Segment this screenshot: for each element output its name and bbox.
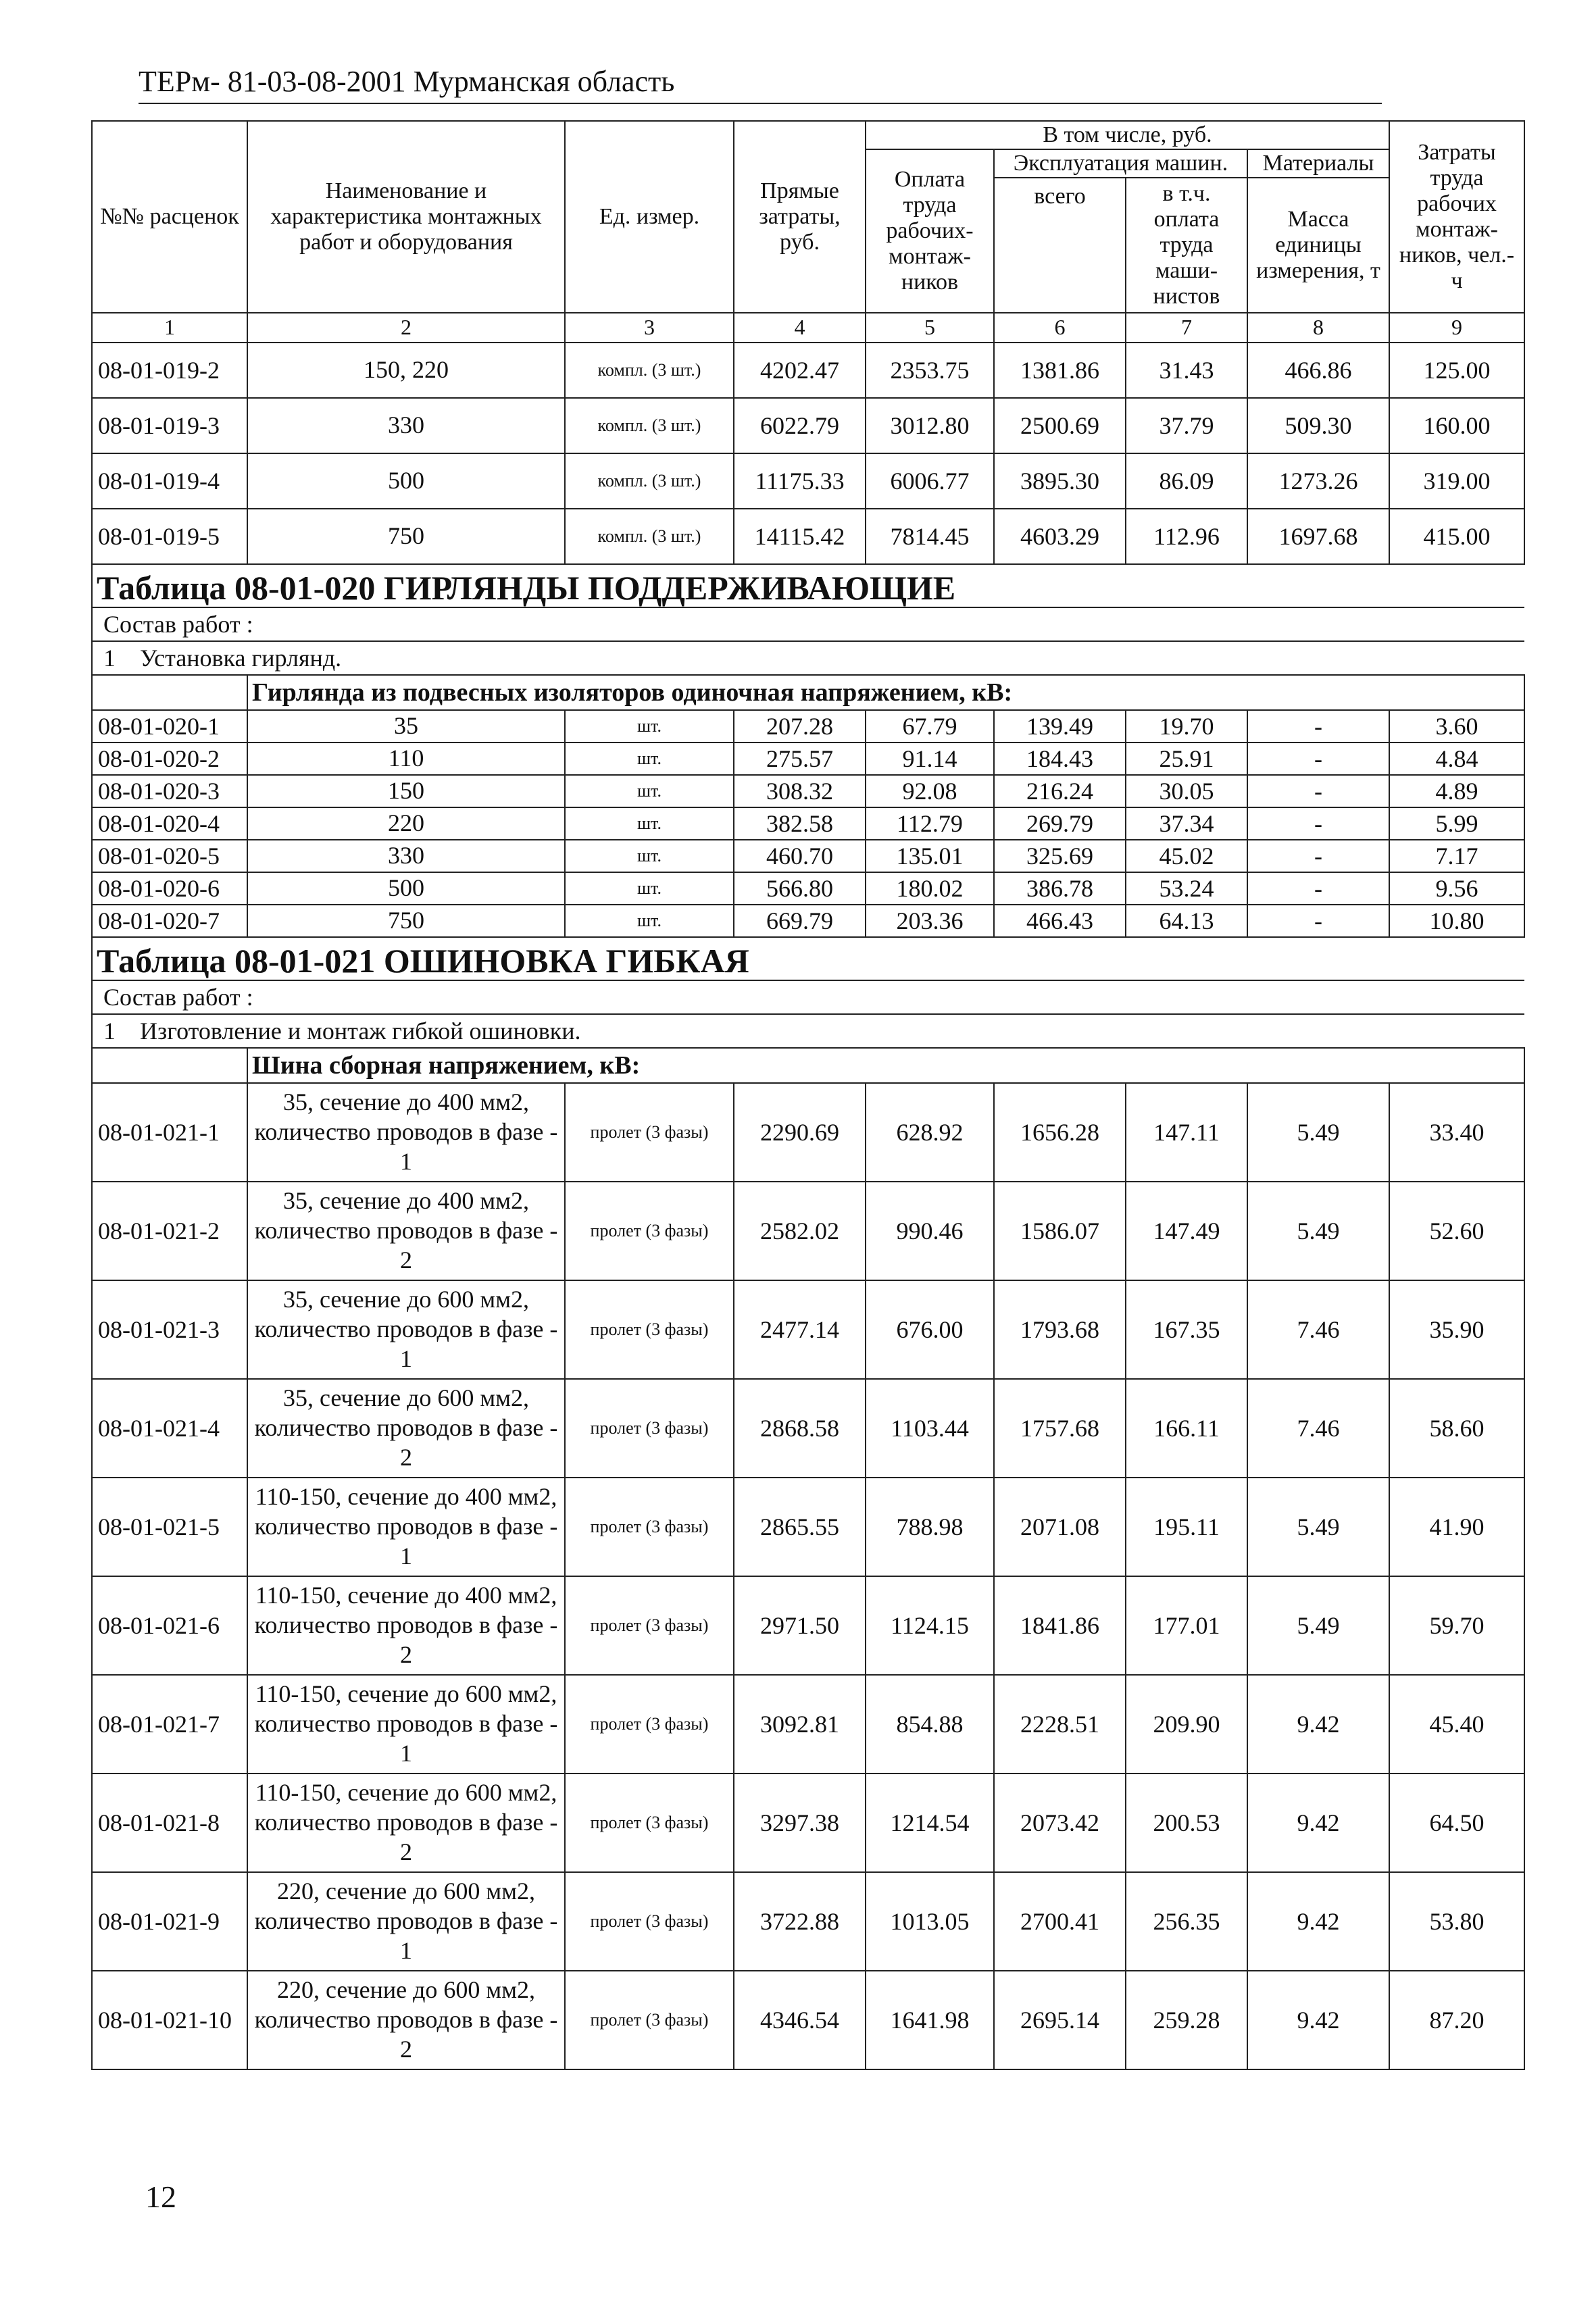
labor-pay: 180.02 <box>866 872 994 905</box>
rate-code: 08-01-019-5 <box>92 509 247 564</box>
work-name: 220 <box>247 807 565 840</box>
direct-cost: 3297.38 <box>734 1774 866 1872</box>
labor-hours: 33.40 <box>1389 1083 1524 1182</box>
machinist-pay: 167.35 <box>1126 1280 1247 1379</box>
rate-code: 08-01-021-7 <box>92 1675 247 1774</box>
machinist-pay: 19.70 <box>1126 710 1247 743</box>
table-020-work-item <box>92 641 1524 675</box>
labor-hours: 35.90 <box>1389 1280 1524 1379</box>
direct-cost: 2477.14 <box>734 1280 866 1379</box>
column-number: 7 <box>1126 313 1247 343</box>
labor-hours: 5.99 <box>1389 807 1524 840</box>
table-row <box>92 872 1524 905</box>
labor-pay: 628.92 <box>866 1083 994 1182</box>
table-020-title: Таблица 08-01-020 ГИРЛЯНДЫ ПОДДЕРЖИВАЮЩИЕ <box>92 564 1524 607</box>
work-number: 1 <box>103 644 116 672</box>
table-row <box>92 1379 1524 1478</box>
unit-mass: 9.42 <box>1247 1971 1389 2069</box>
table-020-rows <box>92 710 1524 937</box>
col-machinist-pay-header: в т.ч. оплата труда маши-нистов <box>1126 178 1247 313</box>
labor-hours: 58.60 <box>1389 1379 1524 1478</box>
table-row <box>92 840 1524 872</box>
work-name: 35, сечение до 600 мм2, количество проводов в фазе - 1 <box>247 1280 565 1379</box>
machine-cost: 1381.86 <box>994 343 1126 398</box>
table-row <box>92 509 1524 564</box>
unit-of-measure: шт. <box>565 775 734 807</box>
work-name: 110 <box>247 743 565 775</box>
rate-code: 08-01-021-8 <box>92 1774 247 1872</box>
machine-cost: 466.43 <box>994 905 1126 937</box>
labor-pay: 7814.45 <box>866 509 994 564</box>
col-machines-group-header: Эксплуатация машин. <box>994 149 1247 178</box>
labor-hours: 45.40 <box>1389 1675 1524 1774</box>
unit-mass: - <box>1247 710 1389 743</box>
machine-cost: 2695.14 <box>994 1971 1126 2069</box>
table-row <box>92 1083 1524 1182</box>
labor-pay: 6006.77 <box>866 453 994 509</box>
unit-mass: - <box>1247 775 1389 807</box>
direct-cost: 3092.81 <box>734 1675 866 1774</box>
col-code-header: №№ расценок <box>92 121 247 313</box>
rate-code: 08-01-021-1 <box>92 1083 247 1182</box>
table-020-composition-label: Состав работ : <box>92 607 1524 641</box>
unit-of-measure: пролет (3 фазы) <box>565 1379 734 1478</box>
machinist-pay: 166.11 <box>1126 1379 1247 1478</box>
col-labor-hours-header: Затраты труда рабочих монтаж-ников, чел.-ч <box>1389 121 1524 313</box>
work-text: Установка гирлянд. <box>140 644 342 672</box>
work-name: 500 <box>247 453 565 509</box>
column-number: 8 <box>1247 313 1389 343</box>
unit-mass: 9.42 <box>1247 1675 1389 1774</box>
rate-code: 08-01-021-9 <box>92 1872 247 1971</box>
rate-code: 08-01-019-2 <box>92 343 247 398</box>
labor-hours: 10.80 <box>1389 905 1524 937</box>
col-machines-total-header: всего <box>994 178 1126 313</box>
machine-cost: 216.24 <box>994 775 1126 807</box>
direct-cost: 4202.47 <box>734 343 866 398</box>
machine-cost: 1793.68 <box>994 1280 1126 1379</box>
direct-cost: 2865.55 <box>734 1478 866 1576</box>
labor-hours: 7.17 <box>1389 840 1524 872</box>
rate-code: 08-01-020-6 <box>92 872 247 905</box>
work-name: 500 <box>247 872 565 905</box>
unit-mass: 5.49 <box>1247 1478 1389 1576</box>
direct-cost: 3722.88 <box>734 1872 866 1971</box>
work-name: 35, сечение до 400 мм2, количество проводов в фазе - 1 <box>247 1083 565 1182</box>
machinist-pay: 31.43 <box>1126 343 1247 398</box>
machine-cost: 1841.86 <box>994 1576 1126 1675</box>
work-name: 110-150, сечение до 600 мм2, количество проводов в фазе - 2 <box>247 1774 565 1872</box>
labor-hours: 52.60 <box>1389 1182 1524 1280</box>
page-header: ТЕРм- 81-03-08-2001 Мурманская область <box>139 64 1382 104</box>
rate-code: 08-01-019-4 <box>92 453 247 509</box>
unit-mass: 9.42 <box>1247 1774 1389 1872</box>
table-row <box>92 1872 1524 1971</box>
unit-of-measure: пролет (3 фазы) <box>565 1576 734 1675</box>
unit-of-measure: компл. (3 шт.) <box>565 343 734 398</box>
column-number: 3 <box>565 313 734 343</box>
unit-of-measure: шт. <box>565 905 734 937</box>
direct-cost: 14115.42 <box>734 509 866 564</box>
labor-pay: 2353.75 <box>866 343 994 398</box>
direct-cost: 11175.33 <box>734 453 866 509</box>
table-021-title: Таблица 08-01-021 ОШИНОВКА ГИБКАЯ <box>92 937 1524 980</box>
rate-code: 08-01-020-3 <box>92 775 247 807</box>
unit-of-measure: пролет (3 фазы) <box>565 1675 734 1774</box>
machine-cost: 3895.30 <box>994 453 1126 509</box>
machine-cost: 2228.51 <box>994 1675 1126 1774</box>
unit-of-measure: пролет (3 фазы) <box>565 1774 734 1872</box>
unit-mass: 466.86 <box>1247 343 1389 398</box>
machinist-pay: 112.96 <box>1126 509 1247 564</box>
work-text: Изготовление и монтаж гибкой ошиновки. <box>140 1017 581 1045</box>
labor-hours: 4.89 <box>1389 775 1524 807</box>
table-021-rows <box>92 1083 1524 2069</box>
work-name: 110-150, сечение до 400 мм2, количество проводов в фазе - 2 <box>247 1576 565 1675</box>
col-labor-pay-header: Оплата труда рабочих-монтаж-ников <box>866 149 994 313</box>
work-name: 220, сечение до 600 мм2, количество проводов в фазе - 1 <box>247 1872 565 1971</box>
work-number: 1 <box>103 1017 116 1045</box>
work-name: 750 <box>247 509 565 564</box>
machinist-pay: 200.53 <box>1126 1774 1247 1872</box>
table-row <box>92 1971 1524 2069</box>
rate-code: 08-01-020-2 <box>92 743 247 775</box>
machine-cost: 2071.08 <box>994 1478 1126 1576</box>
table-row <box>92 905 1524 937</box>
labor-pay: 1013.05 <box>866 1872 994 1971</box>
machine-cost: 184.43 <box>994 743 1126 775</box>
unit-of-measure: шт. <box>565 872 734 905</box>
labor-pay: 1103.44 <box>866 1379 994 1478</box>
labor-pay: 135.01 <box>866 840 994 872</box>
labor-pay: 1124.15 <box>866 1576 994 1675</box>
labor-pay: 67.79 <box>866 710 994 743</box>
unit-of-measure: пролет (3 фазы) <box>565 1872 734 1971</box>
unit-of-measure: компл. (3 шт.) <box>565 509 734 564</box>
machinist-pay: 209.90 <box>1126 1675 1247 1774</box>
column-number: 9 <box>1389 313 1524 343</box>
table-021-section <box>92 937 1524 1083</box>
column-number: 6 <box>994 313 1126 343</box>
rate-code: 08-01-021-5 <box>92 1478 247 1576</box>
table-row <box>92 1478 1524 1576</box>
direct-cost: 275.57 <box>734 743 866 775</box>
labor-pay: 91.14 <box>866 743 994 775</box>
work-name: 750 <box>247 905 565 937</box>
machine-cost: 1656.28 <box>994 1083 1126 1182</box>
unit-mass: 5.49 <box>1247 1083 1389 1182</box>
rate-code: 08-01-021-3 <box>92 1280 247 1379</box>
top-rows <box>92 343 1524 564</box>
work-name: 35, сечение до 400 мм2, количество проводов в фазе - 2 <box>247 1182 565 1280</box>
direct-cost: 4346.54 <box>734 1971 866 2069</box>
machine-cost: 325.69 <box>994 840 1126 872</box>
table-row <box>92 398 1524 453</box>
labor-pay: 990.46 <box>866 1182 994 1280</box>
table-021-composition-label: Состав работ : <box>92 980 1524 1014</box>
unit-mass: 1697.68 <box>1247 509 1389 564</box>
unit-of-measure: пролет (3 фазы) <box>565 1280 734 1379</box>
table-row <box>92 1576 1524 1675</box>
unit-of-measure: пролет (3 фазы) <box>565 1478 734 1576</box>
col-direct-header: Прямые затраты, руб. <box>734 121 866 313</box>
unit-of-measure: шт. <box>565 743 734 775</box>
unit-mass: 7.46 <box>1247 1379 1389 1478</box>
column-numbers-row <box>92 313 1524 343</box>
machine-cost: 1757.68 <box>994 1379 1126 1478</box>
table-row <box>92 807 1524 840</box>
labor-hours: 41.90 <box>1389 1478 1524 1576</box>
table-021-group-title: Шина сборная напряжением, кВ: <box>247 1048 1524 1083</box>
unit-mass: - <box>1247 872 1389 905</box>
labor-pay: 1641.98 <box>866 1971 994 2069</box>
direct-cost: 669.79 <box>734 905 866 937</box>
work-name: 110-150, сечение до 400 мм2, количество проводов в фазе - 1 <box>247 1478 565 1576</box>
machinist-pay: 256.35 <box>1126 1872 1247 1971</box>
rate-code: 08-01-021-4 <box>92 1379 247 1478</box>
rate-code: 08-01-020-1 <box>92 710 247 743</box>
machinist-pay: 259.28 <box>1126 1971 1247 2069</box>
unit-of-measure: шт. <box>565 840 734 872</box>
rates-sheet <box>91 120 1524 2070</box>
machinist-pay: 37.34 <box>1126 807 1247 840</box>
labor-pay: 92.08 <box>866 775 994 807</box>
direct-cost: 207.28 <box>734 710 866 743</box>
unit-of-measure: пролет (3 фазы) <box>565 1083 734 1182</box>
rate-code: 08-01-020-4 <box>92 807 247 840</box>
labor-hours: 415.00 <box>1389 509 1524 564</box>
labor-pay: 3012.80 <box>866 398 994 453</box>
unit-mass: 509.30 <box>1247 398 1389 453</box>
machine-cost: 2073.42 <box>994 1774 1126 1872</box>
direct-cost: 2868.58 <box>734 1379 866 1478</box>
labor-pay: 112.79 <box>866 807 994 840</box>
column-number: 1 <box>92 313 247 343</box>
labor-hours: 3.60 <box>1389 710 1524 743</box>
unit-mass: 9.42 <box>1247 1872 1389 1971</box>
unit-of-measure: шт. <box>565 807 734 840</box>
unit-of-measure: пролет (3 фазы) <box>565 1182 734 1280</box>
machinist-pay: 64.13 <box>1126 905 1247 937</box>
table-row <box>92 743 1524 775</box>
table-row <box>92 1280 1524 1379</box>
table-row <box>92 775 1524 807</box>
labor-hours: 64.50 <box>1389 1774 1524 1872</box>
table-row <box>92 710 1524 743</box>
work-name: 220, сечение до 600 мм2, количество проводов в фазе - 2 <box>247 1971 565 2069</box>
rate-code: 08-01-021-2 <box>92 1182 247 1280</box>
rate-code: 08-01-020-7 <box>92 905 247 937</box>
table-row <box>92 1675 1524 1774</box>
unit-mass: 7.46 <box>1247 1280 1389 1379</box>
work-name: 150 <box>247 775 565 807</box>
column-number: 2 <box>247 313 565 343</box>
col-including-header: В том числе, руб. <box>866 121 1389 149</box>
unit-mass: - <box>1247 905 1389 937</box>
machine-cost: 4603.29 <box>994 509 1126 564</box>
work-name: 330 <box>247 398 565 453</box>
machine-cost: 386.78 <box>994 872 1126 905</box>
labor-hours: 160.00 <box>1389 398 1524 453</box>
machinist-pay: 86.09 <box>1126 453 1247 509</box>
unit-of-measure: компл. (3 шт.) <box>565 453 734 509</box>
unit-mass: - <box>1247 840 1389 872</box>
rate-code: 08-01-019-3 <box>92 398 247 453</box>
labor-pay: 203.36 <box>866 905 994 937</box>
machinist-pay: 177.01 <box>1126 1576 1247 1675</box>
machinist-pay: 147.11 <box>1126 1083 1247 1182</box>
labor-pay: 854.88 <box>866 1675 994 1774</box>
direct-cost: 566.80 <box>734 872 866 905</box>
machinist-pay: 30.05 <box>1126 775 1247 807</box>
direct-cost: 308.32 <box>734 775 866 807</box>
table-021-work-item <box>92 1014 1524 1048</box>
labor-hours: 59.70 <box>1389 1576 1524 1675</box>
direct-cost: 382.58 <box>734 807 866 840</box>
col-unit-header: Ед. измер. <box>565 121 734 313</box>
unit-mass: 1273.26 <box>1247 453 1389 509</box>
machinist-pay: 37.79 <box>1126 398 1247 453</box>
col-mass-header: Масса единицы измерения, т <box>1247 178 1389 313</box>
direct-cost: 2582.02 <box>734 1182 866 1280</box>
machine-cost: 139.49 <box>994 710 1126 743</box>
rate-code: 08-01-020-5 <box>92 840 247 872</box>
column-number: 4 <box>734 313 866 343</box>
labor-hours: 53.80 <box>1389 1872 1524 1971</box>
work-name: 110-150, сечение до 600 мм2, количество проводов в фазе - 1 <box>247 1675 565 1774</box>
machinist-pay: 25.91 <box>1126 743 1247 775</box>
direct-cost: 2971.50 <box>734 1576 866 1675</box>
labor-hours: 125.00 <box>1389 343 1524 398</box>
unit-mass: 5.49 <box>1247 1182 1389 1280</box>
labor-hours: 319.00 <box>1389 453 1524 509</box>
machinist-pay: 147.49 <box>1126 1182 1247 1280</box>
work-name: 35 <box>247 710 565 743</box>
table-row <box>92 1182 1524 1280</box>
machinist-pay: 195.11 <box>1126 1478 1247 1576</box>
table-020-section <box>92 564 1524 710</box>
machinist-pay: 45.02 <box>1126 840 1247 872</box>
direct-cost: 2290.69 <box>734 1083 866 1182</box>
labor-pay: 788.98 <box>866 1478 994 1576</box>
rate-code: 08-01-021-10 <box>92 1971 247 2069</box>
unit-mass: - <box>1247 743 1389 775</box>
labor-hours: 87.20 <box>1389 1971 1524 2069</box>
machine-cost: 2500.69 <box>994 398 1126 453</box>
table-row <box>92 453 1524 509</box>
column-number: 5 <box>866 313 994 343</box>
machinist-pay: 53.24 <box>1126 872 1247 905</box>
machine-cost: 1586.07 <box>994 1182 1126 1280</box>
unit-of-measure: пролет (3 фазы) <box>565 1971 734 2069</box>
table-row <box>92 343 1524 398</box>
direct-cost: 460.70 <box>734 840 866 872</box>
rates-table <box>91 120 1525 2070</box>
table-row <box>92 1774 1524 1872</box>
unit-of-measure: компл. (3 шт.) <box>565 398 734 453</box>
page-number: 12 <box>145 2180 176 2214</box>
col-name-header: Наименование и характеристика монтажных работ и оборудования <box>247 121 565 313</box>
labor-hours: 4.84 <box>1389 743 1524 775</box>
labor-hours: 9.56 <box>1389 872 1524 905</box>
col-materials-group-header: Материалы <box>1247 149 1389 178</box>
unit-mass: 5.49 <box>1247 1576 1389 1675</box>
work-name: 35, сечение до 600 мм2, количество проводов в фазе - 2 <box>247 1379 565 1478</box>
table-020-group-title: Гирлянда из подвесных изоляторов одиночная напряжением, кВ: <box>247 675 1524 710</box>
work-name: 330 <box>247 840 565 872</box>
unit-mass: - <box>1247 807 1389 840</box>
work-name: 150, 220 <box>247 343 565 398</box>
labor-pay: 676.00 <box>866 1280 994 1379</box>
rate-code: 08-01-021-6 <box>92 1576 247 1675</box>
machine-cost: 2700.41 <box>994 1872 1126 1971</box>
unit-of-measure: шт. <box>565 710 734 743</box>
labor-pay: 1214.54 <box>866 1774 994 1872</box>
machine-cost: 269.79 <box>994 807 1126 840</box>
direct-cost: 6022.79 <box>734 398 866 453</box>
